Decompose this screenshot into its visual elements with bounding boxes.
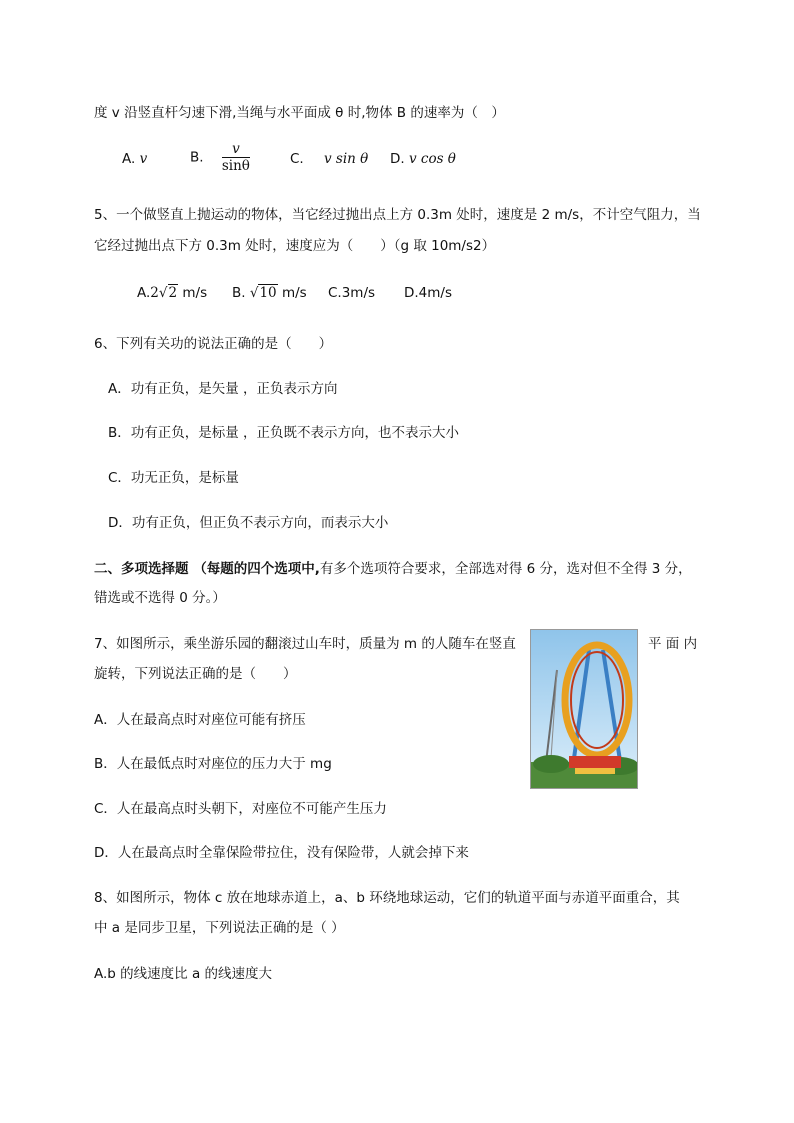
- q5-option-a: A.2√2 m/s: [137, 285, 208, 301]
- q5-option-b-unit: m/s: [281, 285, 307, 301]
- q6-option-b: B．功有正负，是标量 ，正负既不表示方向，也不表示大小: [108, 425, 460, 441]
- q4-option-d-expr: v cos θ: [408, 151, 456, 167]
- q7-option-c: C．人在最高点时头朝下，对座位不可能产生压力: [94, 801, 387, 817]
- section2-heading-line2: 错选或不选得 0 分。）: [94, 590, 226, 606]
- q5-option-a-label: A.: [137, 285, 151, 301]
- q4-option-c: [290, 151, 368, 167]
- q5-option-a-coef: 2: [150, 285, 159, 301]
- q4-option-d: [390, 151, 456, 167]
- q7-option-b: B．人在最低点时对座位的压力大于 mg: [94, 756, 332, 772]
- q4-option-d-label: D.: [390, 151, 405, 167]
- q5-option-b-label: B.: [232, 285, 246, 301]
- q7-stem-line1: 7、如图所示，乘坐游乐园的翻滚过山车时，质量为 m 的人随车在竖直: [94, 636, 516, 652]
- q4-option-a: [122, 151, 147, 167]
- q4-option-a-expr: v: [139, 151, 148, 167]
- q4-option-c-label: C.: [290, 151, 304, 167]
- q7-stem-line1-right: 平 面 内: [648, 636, 698, 652]
- q5-option-c: C.3m/s: [328, 285, 376, 301]
- q4-option-c-expr: v sin θ: [324, 151, 369, 167]
- q5-option-a-unit: m/s: [182, 285, 208, 301]
- q8-option-a: A.b 的线速度比 a 的线速度大: [94, 966, 273, 982]
- q6-option-a: A．功有正负，是矢量 ，正负表示方向: [108, 381, 338, 397]
- section2-heading-bold: 二、多项选择题 （每题的四个选项中,: [94, 561, 320, 577]
- section2-heading: [94, 557, 692, 577]
- q7-option-a: A．人在最高点时对座位可能有挤压: [94, 712, 306, 728]
- q4-option-a-label: A.: [122, 151, 136, 167]
- q7-stem-line2: 旋转，下列说法正确的是（ ）: [94, 666, 297, 682]
- q6-option-c: C．功无正负，是标量: [108, 470, 239, 486]
- roller-coaster-photo: [530, 629, 638, 789]
- q7-option-d: D．人在最高点时全靠保险带拉住，没有保险带，人就会掉下来: [94, 845, 469, 861]
- section2-heading-rest: 有多个选项符合要求，全部选对得 6 分，选对但不全得 3 分，: [319, 561, 692, 577]
- q5-stem-line1: 5、一个做竖直上抛运动的物体，当它经过抛出点上方 0.3m 处时，速度是 2 m/s，不计空气阻力，当: [94, 207, 701, 223]
- q5-option-a-radicand: 2: [168, 285, 178, 301]
- q4-option-b: [190, 141, 250, 174]
- q5-option-b: B. √10 m/s: [232, 285, 307, 301]
- q8-stem-line2: 中 a 是同步卫星，下列说法正确的是（ ）: [94, 920, 345, 936]
- q5-stem-line2: 它经过抛出点下方 0.3m 处时，速度应为（ ）（g 取 10m/s2）: [94, 238, 496, 254]
- q4-stem-tail: 度 v 沿竖直杆匀速下滑,当绳与水平面成 θ 时,物体 B 的速率为（ ）: [94, 105, 505, 121]
- q6-stem: 6、下列有关功的说法正确的是（ ）: [94, 336, 333, 352]
- q5-option-d: D.4m/s: [404, 285, 453, 301]
- q4-option-b-label: B.: [190, 149, 204, 166]
- q6-option-d: D．功有正负，但正负不表示方向，而表示大小: [108, 515, 389, 531]
- q4-option-b-fraction: [222, 141, 250, 174]
- q4-option-b-numerator: v: [222, 141, 250, 158]
- q8-stem-line1: 8、如图所示，物体 c 放在地球赤道上，a、b 环绕地球运动，它们的轨道平面与赤道平面重合，其: [94, 890, 680, 906]
- q5-option-b-radicand: 10: [259, 285, 277, 301]
- q4-option-b-denominator: sinθ: [221, 158, 250, 174]
